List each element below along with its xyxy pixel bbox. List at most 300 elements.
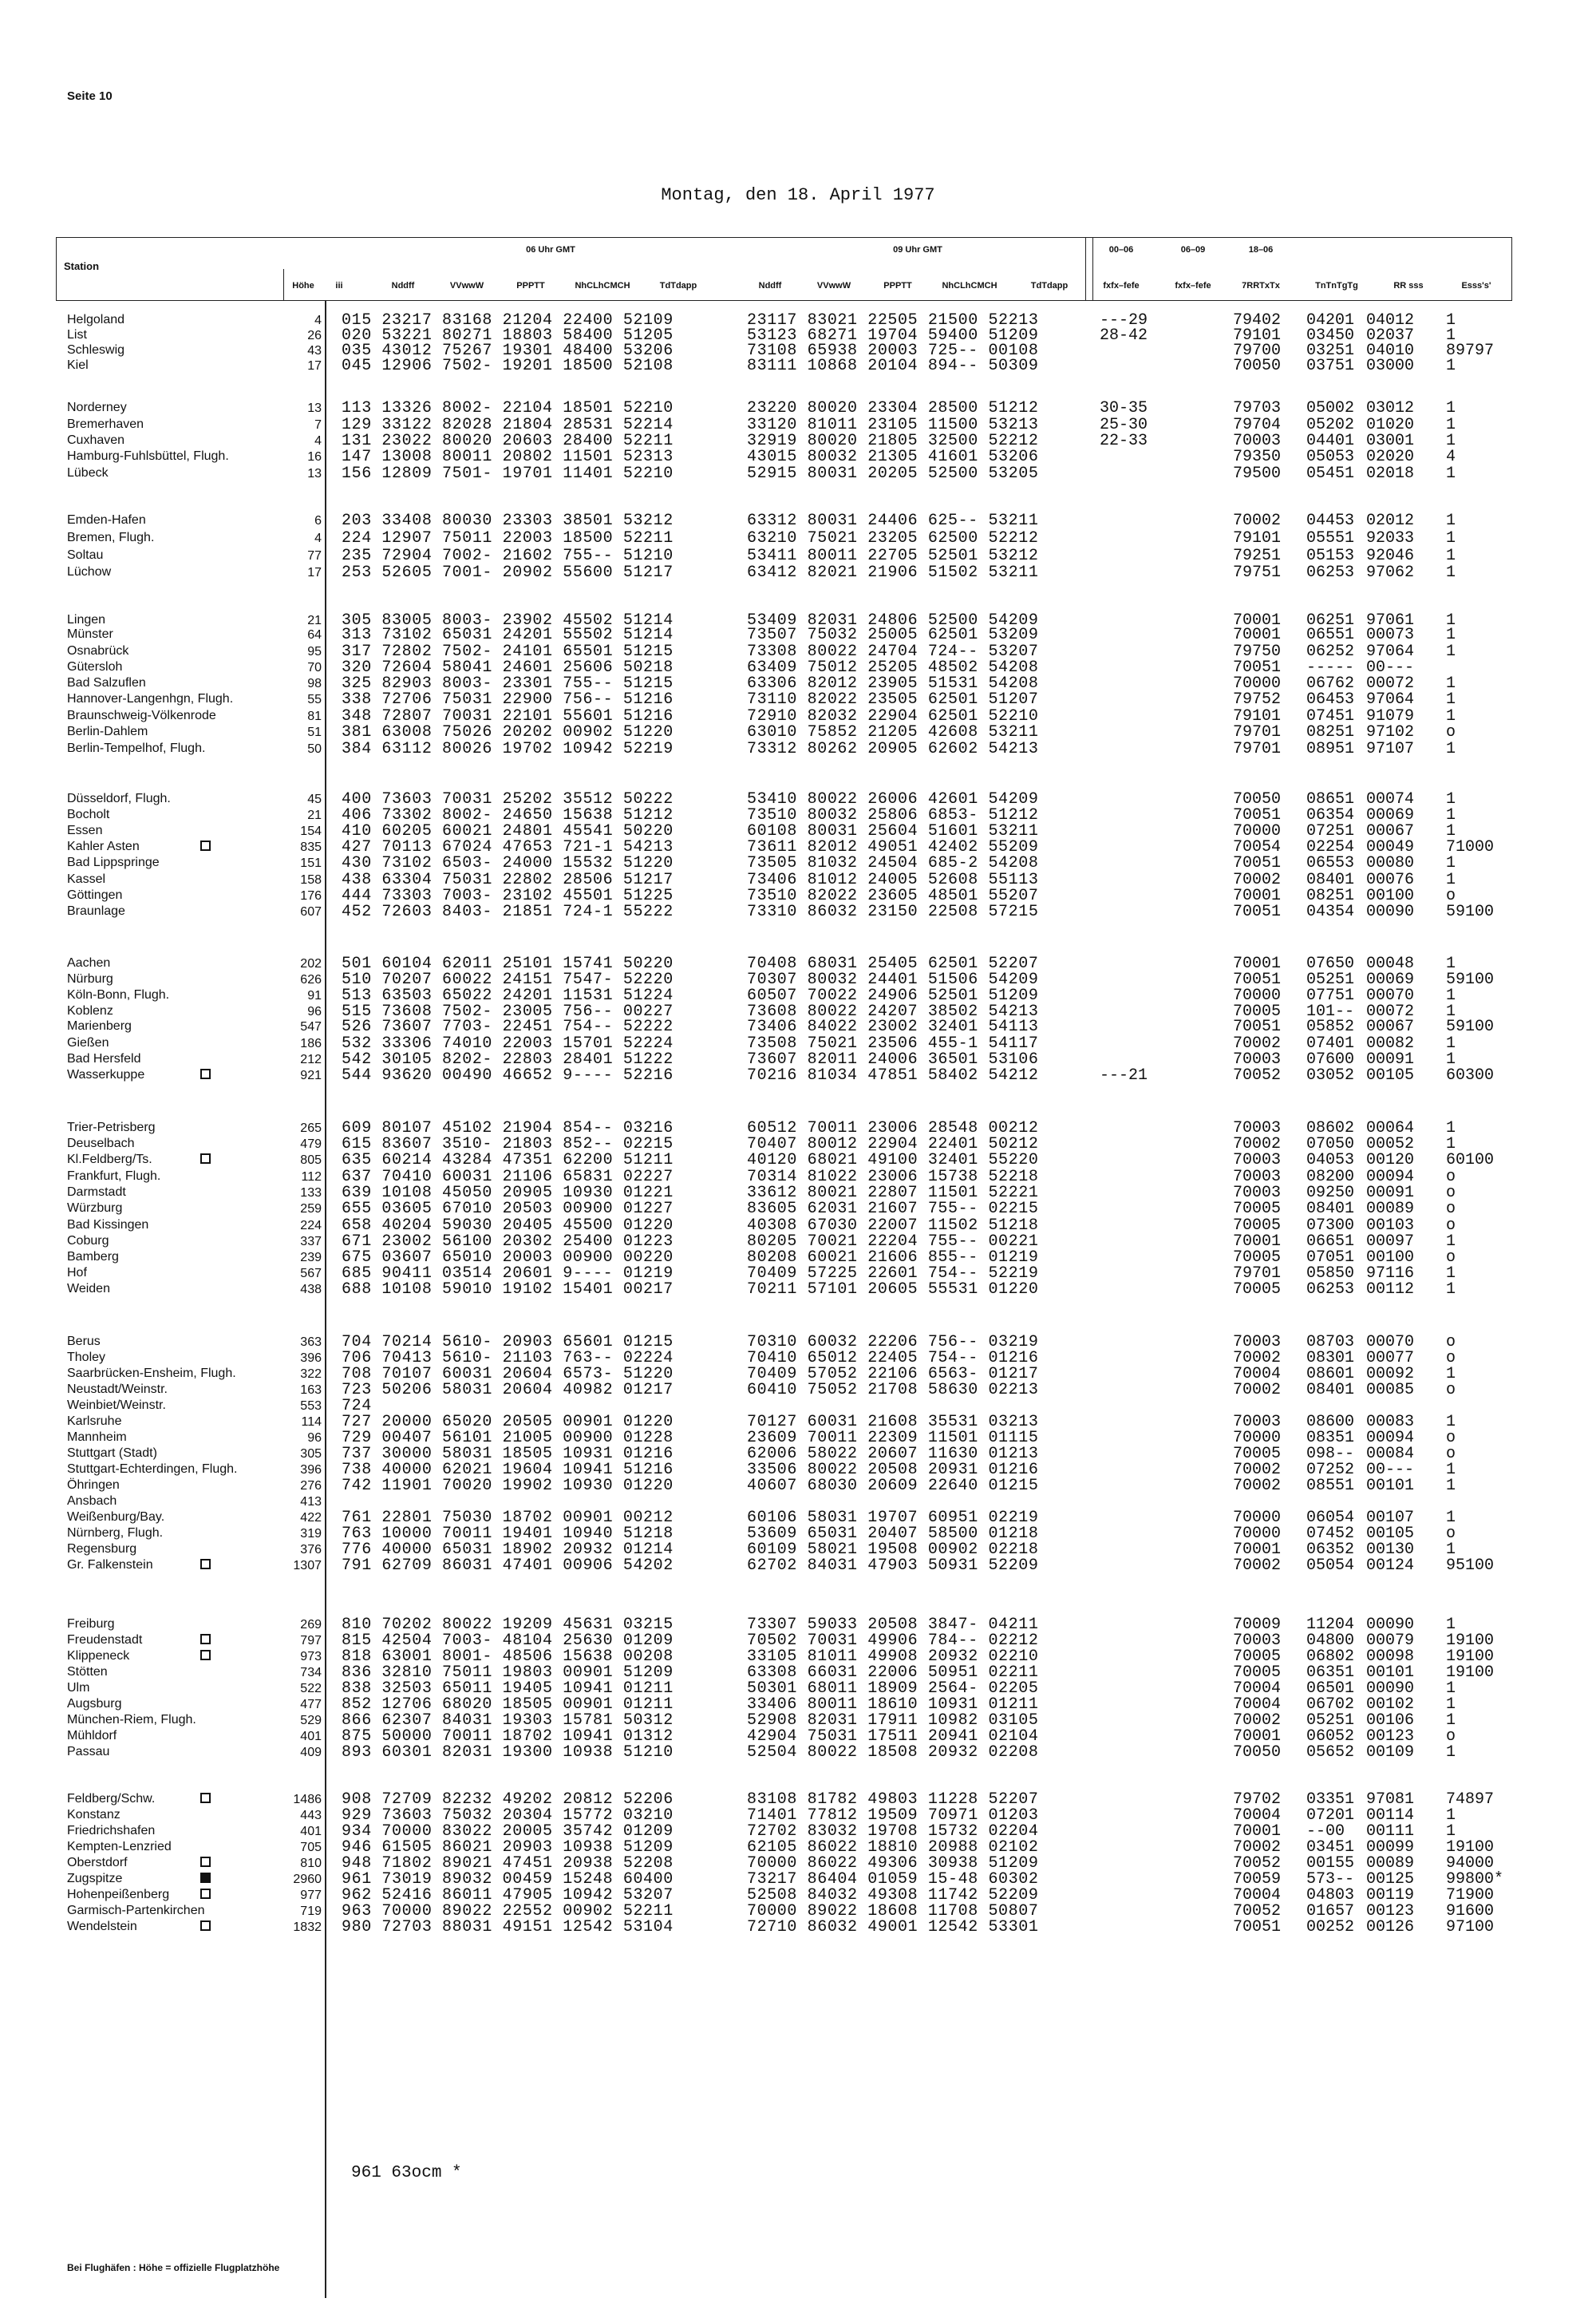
precip-snow: o: [1446, 1381, 1456, 1399]
station-height: 21: [307, 614, 322, 627]
obs-06: 438 63304 75031 22802 28506 51217: [342, 871, 674, 889]
extremes-18-06: 70002: [1233, 1135, 1282, 1153]
extremes-18-06: 70000: [1233, 1525, 1282, 1543]
obs-09: 53411 80011 22705 52501 53212: [747, 547, 1039, 565]
extremes-18-06: 70002: [1233, 512, 1282, 530]
obs-09: 83605 62031 21607 755-- 02215: [747, 1200, 1039, 1218]
extremes-18-06: 70003: [1233, 1413, 1282, 1431]
obs-06: 313 73102 65031 24201 55502 51214: [342, 626, 674, 644]
precip-snow: 1: [1446, 416, 1456, 434]
precip-snow: o: [1446, 1727, 1456, 1746]
extremes-18-06: 79752: [1233, 690, 1282, 709]
station-height: 163: [300, 1383, 322, 1397]
table-header: [56, 237, 1512, 301]
station-name: Wasserkuppe: [67, 1068, 145, 1082]
table-row: [0, 1743, 1596, 1761]
precip-24: 00123: [1366, 1727, 1415, 1746]
obs-09: 63412 82021 21906 51502 53211: [747, 564, 1039, 582]
precip-24: 04010: [1366, 342, 1415, 360]
obs-06: 929 73603 75032 20304 15772 03210: [342, 1806, 674, 1825]
precip-snow: 1: [1446, 1509, 1456, 1527]
temp-min: 07751: [1306, 987, 1355, 1005]
station-height: 522: [300, 1682, 322, 1695]
header-r2: RR sss: [1393, 281, 1424, 291]
obs-09: 33105 81011 49908 20932 02210: [747, 1647, 1039, 1666]
temp-min: 06352: [1306, 1541, 1355, 1559]
table-row: [0, 987, 1596, 1004]
obs-09: 73217 86404 01059 15-48 60302: [747, 1870, 1039, 1889]
station-height: 176: [300, 889, 322, 903]
station-name: Kahler Asten: [67, 840, 140, 853]
temp-min: 08703: [1306, 1333, 1355, 1351]
obs-06: 325 82903 8003- 23301 755-- 51215: [342, 674, 674, 693]
precip-24: 00090: [1366, 903, 1415, 921]
precip-snow: 19100: [1446, 1647, 1495, 1666]
station-height: 16: [307, 450, 322, 464]
obs-06: 729 00407 56101 21005 00900 01228: [342, 1429, 674, 1447]
precip-24: 97102: [1366, 723, 1415, 742]
extremes-18-06: 70001: [1233, 887, 1282, 905]
station-height: 337: [300, 1235, 322, 1248]
precip-snow: 1: [1446, 871, 1456, 889]
extremes-18-06: 70004: [1233, 1886, 1282, 1905]
table-row: [0, 740, 1596, 757]
temp-min: 05551: [1306, 529, 1355, 548]
obs-09: 70310 60032 22206 756-- 03219: [747, 1333, 1039, 1351]
gust-00-06: 30-35: [1100, 399, 1148, 417]
temp-min: 08200: [1306, 1168, 1355, 1186]
table-row: [0, 529, 1596, 547]
temp-min: 08401: [1306, 871, 1355, 889]
precip-snow: 60100: [1446, 1151, 1495, 1169]
precip-snow: o: [1446, 1525, 1456, 1543]
temp-min: 08951: [1306, 740, 1355, 758]
precip-snow: 1: [1446, 790, 1456, 809]
precip-24: 03001: [1366, 432, 1415, 450]
station-name: Mühldorf: [67, 1729, 117, 1742]
table-row: [0, 1806, 1596, 1824]
table-row: [0, 1280, 1596, 1298]
table-row: [0, 1333, 1596, 1351]
table-row: [0, 871, 1596, 888]
temp-min: 05251: [1306, 1711, 1355, 1730]
obs-06: 400 73603 70031 25202 35512 50222: [342, 790, 674, 809]
station-height: 1486: [293, 1793, 322, 1806]
extremes-18-06: 70001: [1233, 626, 1282, 644]
precip-snow: o: [1446, 723, 1456, 742]
obs-09: 70408 68031 25405 62501 52207: [747, 955, 1039, 973]
obs-06: 320 72604 58041 24601 25606 50218: [342, 659, 674, 677]
station-name: Oberstdorf: [67, 1856, 128, 1869]
station-name: Kempten-Lenzried: [67, 1840, 172, 1853]
precip-snow: 89797: [1446, 342, 1495, 360]
precip-snow: 1: [1446, 1264, 1456, 1283]
temp-min: 04053: [1306, 1151, 1355, 1169]
extremes-18-06: 70005: [1233, 1216, 1282, 1235]
station-name: Köln-Bonn, Flugh.: [67, 988, 170, 1002]
obs-06: 737 30000 58031 18505 10931 01216: [342, 1445, 674, 1463]
station-name: Hannover-Langenhgn, Flugh.: [67, 692, 234, 706]
obs-09: 60410 75052 21708 58630 02213: [747, 1381, 1039, 1399]
obs-06: 723 50206 58031 20604 40982 01217: [342, 1381, 674, 1399]
precip-24: 00098: [1366, 1647, 1415, 1666]
station-height: 2960: [293, 1873, 322, 1886]
obs-06: 156 12809 7501- 19701 11401 52210: [342, 465, 674, 483]
obs-06: 317 72802 7502- 24101 65501 51215: [342, 643, 674, 661]
temp-min: 03052: [1306, 1066, 1355, 1085]
station-name: Mannheim: [67, 1430, 127, 1444]
obs-09: 70410 65012 22405 754-- 01216: [747, 1349, 1039, 1367]
station-name: Soltau: [67, 548, 104, 562]
precip-24: 00089: [1366, 1200, 1415, 1218]
extremes-18-06: 79101: [1233, 326, 1282, 345]
precip-24: 00069: [1366, 806, 1415, 825]
station-height: 151: [300, 856, 322, 870]
obs-06: 818 63001 8001- 48506 15638 00208: [342, 1647, 674, 1666]
extremes-18-06: 70003: [1233, 1184, 1282, 1202]
extremes-18-06: 70001: [1233, 1822, 1282, 1841]
table-row: [0, 1647, 1596, 1665]
temp-min: 07451: [1306, 707, 1355, 726]
table-row: [0, 1200, 1596, 1217]
table-row: [0, 1556, 1596, 1574]
table-row: [0, 1870, 1596, 1888]
obs-06: 724: [342, 1397, 372, 1415]
precip-snow: 4: [1446, 448, 1456, 466]
table-row: [0, 838, 1596, 856]
station-height: 529: [300, 1714, 322, 1727]
header-06-gmt: 06 Uhr GMT: [526, 245, 575, 255]
station-height: 413: [300, 1495, 322, 1509]
obs-09: 70307 80032 24401 51506 54209: [747, 971, 1039, 989]
obs-06: 675 03607 65010 20003 00900 00220: [342, 1248, 674, 1267]
obs-06: 129 33122 82028 21804 28531 52214: [342, 416, 674, 434]
obs-09: 53409 82031 24806 52500 54209: [747, 611, 1039, 630]
station-height: 21: [307, 809, 322, 822]
header-09-col: VVwwW: [816, 281, 851, 291]
station-height: 396: [300, 1351, 322, 1365]
station-name: Berlin-Dahlem: [67, 725, 148, 738]
table-row: [0, 1902, 1596, 1920]
table-row: [0, 1541, 1596, 1558]
precip-snow: 59100: [1446, 971, 1495, 989]
gust-00-06: 22-33: [1100, 432, 1148, 450]
obs-09: 40120 68021 49100 32401 55220: [747, 1151, 1039, 1169]
obs-09: 60106 58031 19707 60951 02219: [747, 1509, 1039, 1527]
temp-min: 08251: [1306, 723, 1355, 742]
station-height: 91: [307, 989, 322, 1003]
station-height: 45: [307, 793, 322, 806]
table-row: [0, 1822, 1596, 1840]
obs-06: 810 70202 80022 19209 45631 03215: [342, 1616, 674, 1634]
extremes-18-06: 70004: [1233, 1679, 1282, 1698]
extremes-18-06: 70002: [1233, 1461, 1282, 1479]
station-name: Passau: [67, 1745, 110, 1758]
station-height: 977: [300, 1889, 322, 1902]
obs-06: 639 10108 45050 20905 10930 01221: [342, 1184, 674, 1202]
station-height: 409: [300, 1746, 322, 1759]
temp-min: 06802: [1306, 1647, 1355, 1666]
temp-min: 098--: [1306, 1445, 1355, 1463]
station-name: Hof: [67, 1266, 87, 1280]
station-height: 438: [300, 1283, 322, 1296]
precip-24: 00080: [1366, 854, 1415, 872]
station-height: 96: [307, 1431, 322, 1445]
station-height: 239: [300, 1251, 322, 1264]
station-name: Konstanz: [67, 1808, 120, 1821]
table-row: [0, 955, 1596, 972]
precip-24: 00074: [1366, 790, 1415, 809]
station-height: 17: [307, 566, 322, 579]
station-height: 212: [300, 1053, 322, 1066]
header-09-gmt: 09 Uhr GMT: [893, 245, 942, 255]
station-height: 265: [300, 1121, 322, 1135]
station-name: Göttingen: [67, 888, 123, 902]
station-name: Norderney: [67, 401, 127, 414]
station-name: Zugspitze: [67, 1872, 123, 1885]
precip-24: 00---: [1366, 659, 1415, 677]
obs-06: 444 73303 7003- 23102 45501 51225: [342, 887, 674, 905]
extremes-18-06: 70051: [1233, 806, 1282, 825]
table-row: [0, 854, 1596, 872]
table-row: [0, 357, 1596, 374]
temp-min: -----: [1306, 659, 1355, 677]
footnote: Bei Flughäfen : Höhe = offizielle Flugplatzhöhe: [67, 2262, 280, 2273]
station-height: 4: [314, 532, 322, 545]
obs-09: 52508 84032 49308 11742 52209: [747, 1886, 1039, 1905]
precip-24: 00072: [1366, 1003, 1415, 1021]
precip-24: 02037: [1366, 326, 1415, 345]
precip-24: 03000: [1366, 357, 1415, 375]
temp-min: 08651: [1306, 790, 1355, 809]
station-height: 81: [307, 710, 322, 723]
table-row: [0, 1695, 1596, 1713]
gust-00-06: ---29: [1100, 311, 1148, 330]
station-name: Lüchow: [67, 565, 112, 579]
station-name: Lingen: [67, 613, 106, 627]
station-name: Garmisch-Partenkirchen: [67, 1904, 205, 1917]
extremes-18-06: 70004: [1233, 1695, 1282, 1714]
temp-min: 06252: [1306, 643, 1355, 661]
extremes-18-06: 70001: [1233, 1727, 1282, 1746]
station-height: 973: [300, 1650, 322, 1663]
table-row: [0, 1397, 1596, 1414]
precip-snow: 59100: [1446, 903, 1495, 921]
station-height: 26: [307, 329, 322, 342]
obs-09: 73611 82012 49051 42402 55209: [747, 838, 1039, 856]
station-height: 396: [300, 1463, 322, 1477]
station-height: 55: [307, 693, 322, 706]
obs-09: 70000 86022 49306 30938 51209: [747, 1854, 1039, 1873]
station-height: 401: [300, 1730, 322, 1743]
extremes-18-06: 70000: [1233, 1509, 1282, 1527]
obs-09: 43015 80032 21305 41601 53206: [747, 448, 1039, 466]
obs-09: 32919 80020 21805 32500 52212: [747, 432, 1039, 450]
extremes-18-06: 70050: [1233, 790, 1282, 809]
precip-24: 00073: [1366, 626, 1415, 644]
precip-snow: 19100: [1446, 1663, 1495, 1682]
table-row: [0, 1381, 1596, 1398]
obs-06: 542 30105 8202- 22803 28401 51222: [342, 1050, 674, 1069]
table-row: [0, 903, 1596, 920]
extremes-18-06: 70004: [1233, 1365, 1282, 1383]
precip-24: 00077: [1366, 1349, 1415, 1367]
table-row: [0, 707, 1596, 725]
station-height: 626: [300, 973, 322, 987]
obs-06: 761 22801 75030 18702 00901 00212: [342, 1509, 674, 1527]
obs-06: 704 70214 5610- 20903 65601 01215: [342, 1333, 674, 1351]
precip-24: 00124: [1366, 1556, 1415, 1575]
precip-snow: 1: [1446, 611, 1456, 630]
precip-snow: 1: [1446, 1461, 1456, 1479]
precip-24: 02018: [1366, 465, 1415, 483]
precip-24: 00064: [1366, 1119, 1415, 1137]
station-name: Kassel: [67, 872, 106, 886]
precip-snow: 1: [1446, 690, 1456, 709]
obs-09: 62105 86022 18810 20988 02102: [747, 1838, 1039, 1857]
station-height: 835: [300, 841, 322, 854]
temp-min: 06253: [1306, 564, 1355, 582]
station-name: Hamburg-Fuhlsbüttel, Flugh.: [67, 449, 229, 463]
table-row: [0, 1854, 1596, 1872]
precip-24: 00109: [1366, 1743, 1415, 1762]
precip-24: 00092: [1366, 1365, 1415, 1383]
table-row: [0, 887, 1596, 904]
table-row: [0, 1151, 1596, 1169]
table-row: [0, 1525, 1596, 1542]
station-name: Bad Lippspringe: [67, 856, 160, 869]
extremes-18-06: 79703: [1233, 399, 1282, 417]
precip-24: 92033: [1366, 529, 1415, 548]
precip-24: 00101: [1366, 1663, 1415, 1682]
precip-snow: 1: [1446, 1806, 1456, 1825]
obs-06: 852 12706 68020 18505 00901 01211: [342, 1695, 674, 1714]
table-row: [0, 1232, 1596, 1250]
temp-min: 03251: [1306, 342, 1355, 360]
mountain-station-marker: [200, 1857, 211, 1867]
extremes-18-06: 70009: [1233, 1616, 1282, 1634]
station-name: Stuttgart-Echterdingen, Flugh.: [67, 1462, 238, 1476]
table-row: [0, 1216, 1596, 1234]
station-height: 443: [300, 1809, 322, 1822]
station-height: 705: [300, 1841, 322, 1854]
precip-snow: o: [1446, 1429, 1456, 1447]
precip-snow: o: [1446, 1216, 1456, 1235]
station-height: 1832: [293, 1920, 322, 1934]
extremes-18-06: 79704: [1233, 416, 1282, 434]
table-row: [0, 1264, 1596, 1282]
obs-06: 980 72703 88031 49151 12542 53104: [342, 1918, 674, 1936]
precip-24: 00099: [1366, 1838, 1415, 1857]
temp-min: 02254: [1306, 838, 1355, 856]
temp-min: 04800: [1306, 1632, 1355, 1650]
table-row: [0, 1727, 1596, 1745]
precip-snow: 59100: [1446, 1018, 1495, 1036]
table-row: [0, 806, 1596, 824]
temp-min: 07252: [1306, 1461, 1355, 1479]
precip-24: 00049: [1366, 838, 1415, 856]
table-row: [0, 1509, 1596, 1526]
temp-min: 08351: [1306, 1429, 1355, 1447]
obs-09: 73307 59033 20508 3847- 04211: [747, 1616, 1039, 1634]
obs-06: 452 72603 8403- 21851 724-1 55222: [342, 903, 674, 921]
precip-snow: 1: [1446, 1280, 1456, 1299]
temp-min: 03450: [1306, 326, 1355, 345]
temp-min: 03751: [1306, 357, 1355, 375]
obs-09: 73508 75021 23506 455-1 54117: [747, 1034, 1039, 1053]
extremes-18-06: 70002: [1233, 871, 1282, 889]
station-height: 276: [300, 1479, 322, 1493]
precip-snow: 1: [1446, 1616, 1456, 1634]
table-row: [0, 674, 1596, 692]
table-row: [0, 1790, 1596, 1808]
precip-snow: 1: [1446, 822, 1456, 841]
precip-24: 00130: [1366, 1541, 1415, 1559]
precip-snow: 1: [1446, 674, 1456, 693]
station-name: München-Riem, Flugh.: [67, 1713, 196, 1727]
temp-min: 573--: [1306, 1870, 1355, 1889]
station-name: Schleswig: [67, 343, 125, 357]
header-hoehe: Höhe: [292, 281, 314, 291]
station-height: 269: [300, 1618, 322, 1632]
station-height: 719: [300, 1905, 322, 1918]
precip-24: 00091: [1366, 1050, 1415, 1069]
precip-24: 00076: [1366, 871, 1415, 889]
obs-09: 70409 57225 22601 754-- 52219: [747, 1264, 1039, 1283]
precip-snow: 1: [1446, 1477, 1456, 1495]
precip-snow: 1: [1446, 564, 1456, 582]
precip-snow: 1: [1446, 357, 1456, 375]
obs-09: 72702 83032 19708 15732 02204: [747, 1822, 1039, 1841]
obs-06: 513 63503 65022 24201 11531 51224: [342, 987, 674, 1005]
obs-09: 73406 84022 23002 32401 54113: [747, 1018, 1039, 1036]
temp-min: 07051: [1306, 1248, 1355, 1267]
precip-snow: o: [1446, 1333, 1456, 1351]
station-name: Gießen: [67, 1036, 109, 1050]
precip-snow: o: [1446, 1349, 1456, 1367]
obs-09: 63409 75012 25205 48502 54208: [747, 659, 1039, 677]
extremes-18-06: 70001: [1233, 1541, 1282, 1559]
obs-06: 706 70413 5610- 21103 763-- 02224: [342, 1349, 674, 1367]
temp-min: 04803: [1306, 1886, 1355, 1905]
station-name: Lübeck: [67, 466, 109, 480]
temp-min: 06453: [1306, 690, 1355, 709]
precip-24: 00090: [1366, 1616, 1415, 1634]
precip-snow: 1: [1446, 1679, 1456, 1698]
station-name: Bad Salzuflen: [67, 676, 146, 690]
temp-min: 08602: [1306, 1119, 1355, 1137]
obs-06: 962 52416 86011 47905 10942 53207: [342, 1886, 674, 1905]
precip-24: 00072: [1366, 674, 1415, 693]
obs-06: 131 23022 80020 20603 28400 52211: [342, 432, 674, 450]
precip-snow: 19100: [1446, 1838, 1495, 1857]
station-name: Stuttgart (Stadt): [67, 1446, 157, 1460]
precip-24: 02012: [1366, 512, 1415, 530]
station-height: 50: [307, 742, 322, 756]
station-name: Feldberg/Schw.: [67, 1792, 156, 1806]
precip-snow: o: [1446, 1184, 1456, 1202]
temp-min: 03451: [1306, 1838, 1355, 1857]
obs-06: 430 73102 6503- 24000 15532 51220: [342, 854, 674, 872]
precip-24: 01020: [1366, 416, 1415, 434]
station-name: Klippeneck: [67, 1649, 130, 1663]
precip-24: 97107: [1366, 740, 1415, 758]
obs-06: 020 53221 80271 18803 58400 51205: [342, 326, 674, 345]
precip-snow: 1: [1446, 465, 1456, 483]
temp-min: 06651: [1306, 1232, 1355, 1251]
precip-24: 00100: [1366, 887, 1415, 905]
extremes-18-06: 79701: [1233, 723, 1282, 742]
